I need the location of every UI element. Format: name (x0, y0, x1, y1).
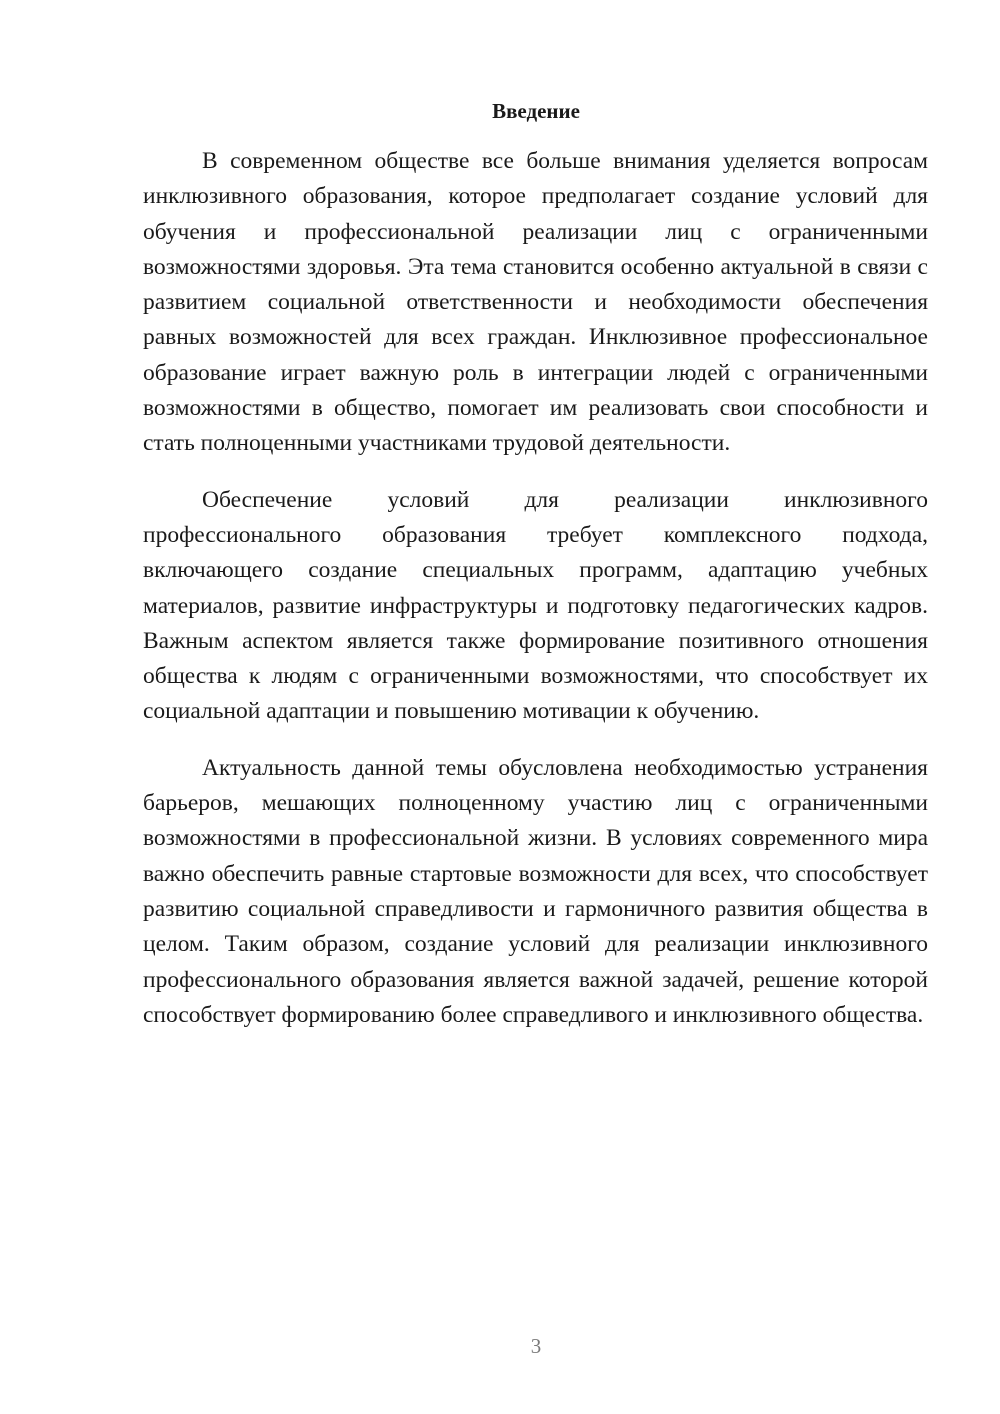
page-number: 3 (530, 1334, 542, 1358)
paragraph-3: Актуальность данной темы обусловлена необходимостью устранения барьеров, мешающих полноценному участию лиц с ограниченными возможностями в профессиональной жизни. В условиях современного мира важно обеспечить равные стартовые возможности для всех, что способствует развитию социальной справедливости и гармоничного развития общества в целом. Таким образом, создание условий для реализации инклюзивного профессионального образования является важной задачей, решение которой способствует формированию более справедливого и инклюзивного общества. (143, 754, 928, 1028)
paragraph-2: Обеспечение условий для реализации инклюзивного профессионального образования требует комплексного подхода, включающего создание специальных программ, адаптацию учебных материалов, развитие инфраструктуры и подготовку педагогических кадров. Важным аспектом является также формирование позитивного отношения общества к людям с ограниченными возможностями, что способствует их социальной адаптации и повышению мотивации к обучению. (143, 486, 928, 725)
paragraph-1: В современном обществе все больше внимания уделяется вопросам инклюзивного образования, которое предполагает создание условий для обучения и профессиональной реализации лиц с ограниченными возможностями здоровья. Эта тема становится особенно актуальной в связи с развитием социальной ответственности и необходимости обеспечения равных возможностей для всех граждан. Инклюзивное профессиональное образование играет важную роль в интеграции людей с ограниченными возможностями в общество, помогает им реализовать свои способности и стать полноценными участниками трудовой деятельности. (143, 148, 928, 457)
body-text (143, 144, 928, 1054)
section-heading: Введение (492, 99, 580, 123)
